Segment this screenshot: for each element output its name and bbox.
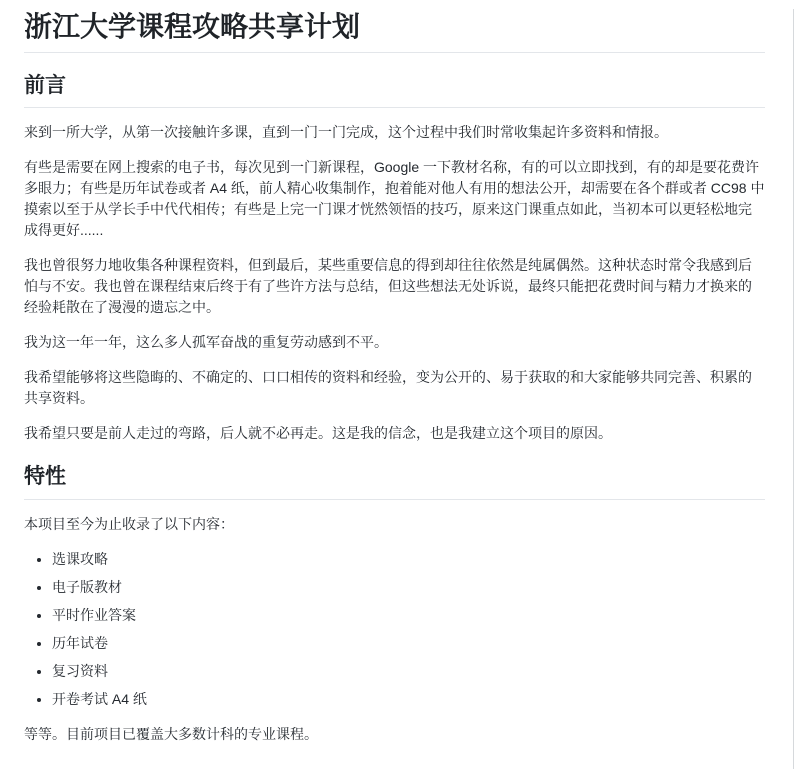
features-intro: 本项目至今为止收录了以下内容： [24, 515, 234, 532]
preface-paragraph-2: 有些是需要在网上搜索的电子书，每次见到一门新课程，Google 一下教材名称，有的可以立即找到，有的却是要花费许多眼力；有些是历年试卷或者 A4 纸，前人精心收集制作，抱着能对他人有用的想法公开，却需要在各个群或者 CC98 中摸索以至于从学长手中代代相传；有些是上完一门课才恍然领悟的技巧，原来这门课重点如此，当初本可以更轻松地完成得更好...... [24, 159, 765, 239]
list-item-review-materials: • 复习资料 [52, 661, 765, 682]
preface-paragraph-1: 来到一所大学，从第一次接触许多课，直到一门一门完成，这个过程中我们时常收集起许多资料和情报。 [24, 124, 668, 141]
list-item-past-exams: • 历年试卷 [52, 633, 765, 654]
preface-paragraph-3: 我也曾很努力地收集各种课程资料，但到最后，某些重要信息的得到却往往依然是纯属偶然。这种状态时常令我感到后怕与不安。我也曾在课程结束后终于有了些许方法与总结，但这些想法无处诉说，最终只能把花费时间与精力才换来的经验耗散在了漫漫的遗忘之中。 [24, 257, 752, 316]
preface-paragraph-4: 我为这一年一年，这么多人孤军奋战的重复劳动感到不平。 [24, 334, 388, 351]
preface-paragraph-6: 我希望只要是前人走过的弯路，后人就不必再走。这是我的信念，也是我建立这个项目的原因。 [24, 425, 612, 442]
features-outro: 等等。目前项目已覆盖大多数计科的专业课程。 [24, 725, 318, 742]
readme-content [0, 9, 793, 769]
readme-page [0, 9, 794, 769]
list-item-open-book-a4: • 开卷考试 A4 纸 [52, 689, 765, 710]
section-heading-features: 特性 [24, 464, 765, 499]
section-heading-preface: 前言 [24, 73, 765, 108]
list-item-homework-answers: • 平时作业答案 [52, 605, 765, 626]
page-title: 浙江大学课程攻略共享计划 [24, 9, 765, 53]
list-item-ebooks: • 电子版教材 [52, 577, 765, 598]
preface-paragraph-5: 我希望能够将这些隐晦的、不确定的、口口相传的资料和经验，变为公开的、易于获取的和大家能够共同完善、积累的共享资料。 [24, 369, 752, 407]
features-list [24, 549, 765, 710]
list-item-course-selection: • 选课攻略 [52, 549, 765, 570]
